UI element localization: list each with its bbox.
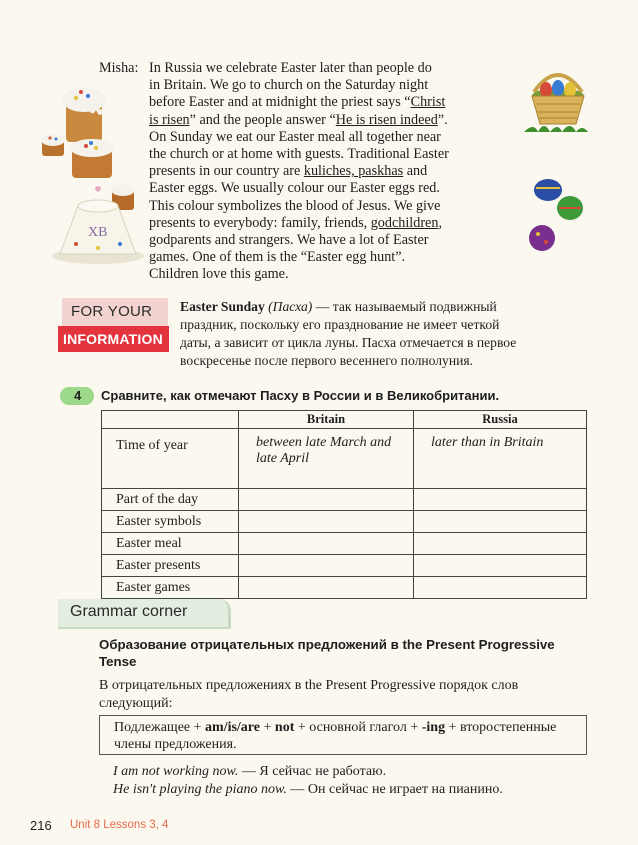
fyi-line: воскресенье после первого весеннего полнолуния. (180, 353, 474, 368)
grammar-corner-title: Grammar corner (70, 603, 188, 620)
dialogue-line (149, 146, 519, 163)
dialogue-text-segment: godparents and strangers. We have a lot of Easter (149, 232, 429, 249)
dialogue-line (149, 77, 519, 94)
underlined-phrase: is risen (149, 111, 190, 128)
table-header-row (102, 411, 587, 429)
dialogue-text-segment: Easter eggs. We usually colour our Easter eggs red. (149, 180, 440, 197)
table-header-russia: Russia (414, 411, 587, 429)
comparison-table (101, 410, 587, 599)
cell-britain[interactable] (239, 533, 414, 555)
dialogue-text-segment: On Sunday we eat our Easter meal all together near (149, 128, 441, 145)
task-number: 4 (74, 388, 82, 403)
example-sentence (113, 782, 503, 798)
row-label: Easter symbols (102, 511, 239, 533)
example-ru: — Я сейчас не работаю. (238, 764, 387, 779)
formula-bold: not (274, 720, 295, 735)
dialogue-text-segment: games. One of them is the “Easter egg hunt”. (149, 249, 406, 266)
dialogue-line (149, 266, 519, 283)
formula-part: + основной глагол + (294, 720, 422, 735)
fyi-label-bottom (58, 326, 169, 352)
cell-britain[interactable]: between late March and late April (239, 429, 414, 489)
grammar-formula (114, 719, 584, 753)
cell-russia[interactable] (414, 511, 587, 533)
fyi-label-top-text: FOR YOUR (71, 303, 153, 320)
table-header-britain: Britain (239, 411, 414, 429)
formula-part: Подлежащее + (114, 720, 206, 735)
dialogue-line (149, 94, 519, 111)
cell-britain[interactable] (239, 489, 414, 511)
fyi-line: праздник, поскольку его празднование не имеет четкой (180, 317, 500, 332)
underlined-phrase: Christ (410, 94, 446, 111)
dialogue-line (149, 129, 519, 146)
grammar-rule: В отрицательных предложениях в the Present Progressive порядок слов следующий: (99, 678, 519, 711)
dialogue-line (149, 180, 519, 197)
dialogue-line (149, 198, 519, 215)
dialogue-text-segment: Children love this game. (149, 266, 289, 283)
table-row (102, 577, 587, 599)
underlined-phrase: kuliches, paskhas (303, 163, 404, 180)
dialogue-text-segment: ” and the people answer “ (189, 111, 336, 128)
row-label: Time of year (102, 429, 239, 489)
example-ru: — Он сейчас не играет на пианино. (286, 782, 503, 797)
example-sentence (113, 764, 386, 780)
row-label: Part of the day (102, 489, 239, 511)
dialogue-line (149, 112, 519, 129)
dialogue-text-segment: and (403, 163, 428, 180)
table-header-cell (102, 411, 239, 429)
grammar-corner-tab (58, 599, 231, 629)
cell-russia[interactable]: later than in Britain (414, 429, 587, 489)
grammar-heading: Образование отрицательных предложений в the Present Progressive Tense (99, 637, 555, 669)
underlined-phrase: He is risen indeed (335, 111, 438, 128)
dialogue-text-segment: the church or at home with guests. Traditional Easter (149, 146, 449, 163)
row-label: Easter meal (102, 533, 239, 555)
dialogue-text-segment: , (438, 214, 442, 231)
example-en: I am not working now. (113, 764, 239, 779)
page-number: 216 (30, 818, 52, 833)
row-label: Easter games (102, 577, 239, 599)
fyi-line: даты, а зависит от цикла луны. Пасха отмечается в первое (180, 335, 517, 350)
dialogue-text-segment: This colour symbolizes the blood of Jesus. We give (149, 197, 441, 214)
dialogue-text-segment: presents to everybody: family, friends, (149, 214, 371, 231)
fyi-label-bottom-text: INFORMATION (63, 331, 163, 347)
cell-britain[interactable] (239, 555, 414, 577)
formula-bold: -ing (421, 720, 446, 735)
easter-basket-illustration (520, 62, 596, 140)
painted-eggs-illustration (522, 172, 592, 256)
formula-part: + (260, 720, 275, 735)
dialogue-text-segment: ”. (437, 111, 448, 128)
task-instruction: Сравните, как отмечают Пасху в России и в Великобритании. (101, 388, 500, 403)
fyi-label-top (62, 298, 168, 326)
table-row (102, 555, 587, 577)
cell-britain[interactable] (239, 511, 414, 533)
dialogue-line (149, 163, 519, 180)
cell-russia[interactable] (414, 533, 587, 555)
table-row (102, 489, 587, 511)
dialogue-line (149, 215, 519, 232)
cell-russia[interactable] (414, 489, 587, 511)
speaker-name: Misha: (99, 60, 139, 76)
cell-britain[interactable] (239, 577, 414, 599)
example-en: He isn't playing the piano now. (113, 782, 287, 797)
table-row (102, 429, 587, 489)
dialogue-text-segment: presents in our country are (149, 163, 304, 180)
dialogue-text (149, 60, 519, 284)
dialogue-line (149, 60, 519, 77)
formula-part: + второстепенные члены предложения. (114, 720, 557, 752)
task-number-badge (60, 387, 94, 405)
dialogue-text-segment: in Britain. We go to church on the Saturday night (149, 77, 429, 94)
fyi-term-ru: (Пасха) (268, 299, 313, 314)
underlined-phrase: godchildren (370, 214, 439, 231)
svg-text:ХВ: ХВ (88, 225, 108, 240)
unit-label: Unit 8 Lessons 3, 4 (70, 819, 169, 831)
formula-bold: am/is/are (205, 720, 260, 735)
fyi-text (180, 298, 590, 370)
fyi-line1-rest: — так называемый подвижный (312, 299, 497, 314)
dialogue-line (149, 232, 519, 249)
paskha-illustration (48, 186, 148, 266)
dialogue-line (149, 249, 519, 266)
table-row (102, 533, 587, 555)
cell-russia[interactable] (414, 555, 587, 577)
row-label: Easter presents (102, 555, 239, 577)
table-row (102, 511, 587, 533)
grammar-formula-box (99, 715, 587, 755)
cell-russia[interactable] (414, 577, 587, 599)
dialogue-text-segment: In Russia we celebrate Easter later than people do (149, 60, 432, 76)
dialogue-text-segment: before Easter and at midnight the priest says “ (149, 94, 411, 111)
fyi-term: Easter Sunday (180, 299, 265, 314)
